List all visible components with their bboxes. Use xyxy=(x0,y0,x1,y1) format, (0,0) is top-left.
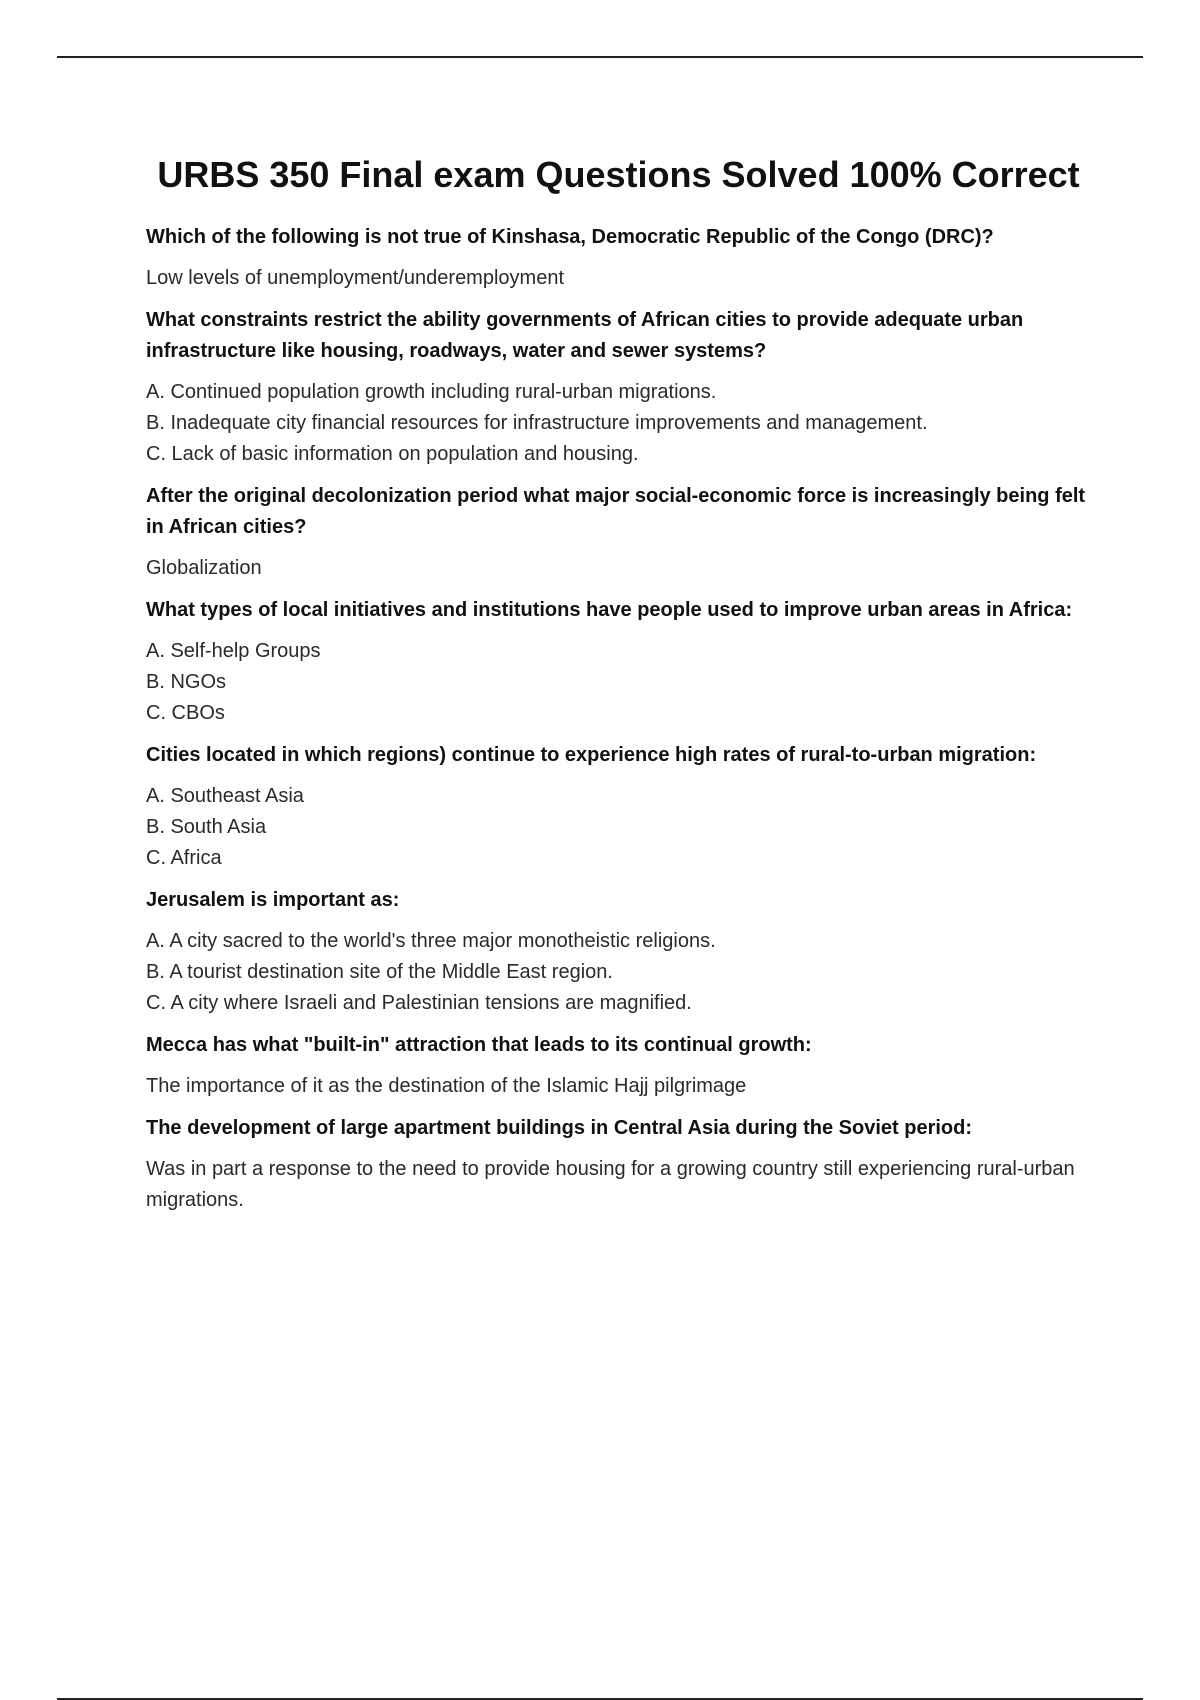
answer-line: B. South Asia xyxy=(146,816,267,838)
answer-line: A. Continued population growth including rural-urban migrations. xyxy=(146,381,717,403)
question: Mecca has what "built-in" attraction that leads to its continual growth: xyxy=(146,1034,812,1056)
question: What constraints restrict the ability governments of African cities to provide adequate urban infrastructure like housing, roadways, water and sewer systems? xyxy=(146,309,1024,362)
qa-block-4 xyxy=(146,595,1091,729)
answer xyxy=(146,1071,1091,1102)
qa-block-8 xyxy=(146,1113,1091,1216)
answer-line: C. CBOs xyxy=(146,702,225,724)
qa-block-3 xyxy=(146,481,1091,584)
question: What types of local initiatives and institutions have people used to improve urban areas in Africa: xyxy=(146,599,1073,621)
qa-block-7 xyxy=(146,1030,1091,1102)
question: Which of the following is not true of Kinshasa, Democratic Republic of the Congo (DRC)? xyxy=(146,226,994,248)
answer xyxy=(146,781,1091,874)
qa-block-2 xyxy=(146,305,1091,470)
answer-line: Low levels of unemployment/underemployment xyxy=(146,267,564,289)
answer xyxy=(146,553,1091,584)
qa-block-1 xyxy=(146,222,1091,294)
answer-line: A. Southeast Asia xyxy=(146,785,304,807)
answer-line: Globalization xyxy=(146,557,262,579)
document-body xyxy=(146,146,1091,1227)
answer xyxy=(146,1154,1091,1216)
answer xyxy=(146,926,1091,1019)
question: Cities located in which regions) continue to experience high rates of rural-to-urban migration: xyxy=(146,744,1037,766)
answer-line: B. Inadequate city financial resources for infrastructure improvements and management. xyxy=(146,412,928,434)
question: Jerusalem is important as: xyxy=(146,889,400,911)
answer xyxy=(146,636,1091,729)
answer-line: C. Africa xyxy=(146,847,222,869)
answer xyxy=(146,263,1091,294)
answer-line: The importance of it as the destination of the Islamic Hajj pilgrimage xyxy=(146,1075,747,1097)
answer-line: A. A city sacred to the world's three major monotheistic religions. xyxy=(146,930,716,952)
qa-block-5 xyxy=(146,740,1091,874)
answer-line: Was in part a response to the need to provide housing for a growing country still experiencing rural-urban migrations. xyxy=(146,1158,1075,1211)
answer-line: C. A city where Israeli and Palestinian tensions are magnified. xyxy=(146,992,692,1014)
answer-line: A. Self-help Groups xyxy=(146,640,321,662)
question: The development of large apartment buildings in Central Asia during the Soviet period: xyxy=(146,1117,973,1139)
answer xyxy=(146,377,1091,470)
answer-line: B. A tourist destination site of the Middle East region. xyxy=(146,961,613,983)
page-title: URBS 350 Final exam Questions Solved 100% Correct xyxy=(157,154,1080,195)
answer-line: C. Lack of basic information on population and housing. xyxy=(146,443,639,465)
question: After the original decolonization period what major social-economic force is increasingly being felt in African cities? xyxy=(146,485,1086,538)
qa-block-6 xyxy=(146,885,1091,1019)
header-rule xyxy=(57,56,1143,58)
answer-line: B. NGOs xyxy=(146,671,227,693)
